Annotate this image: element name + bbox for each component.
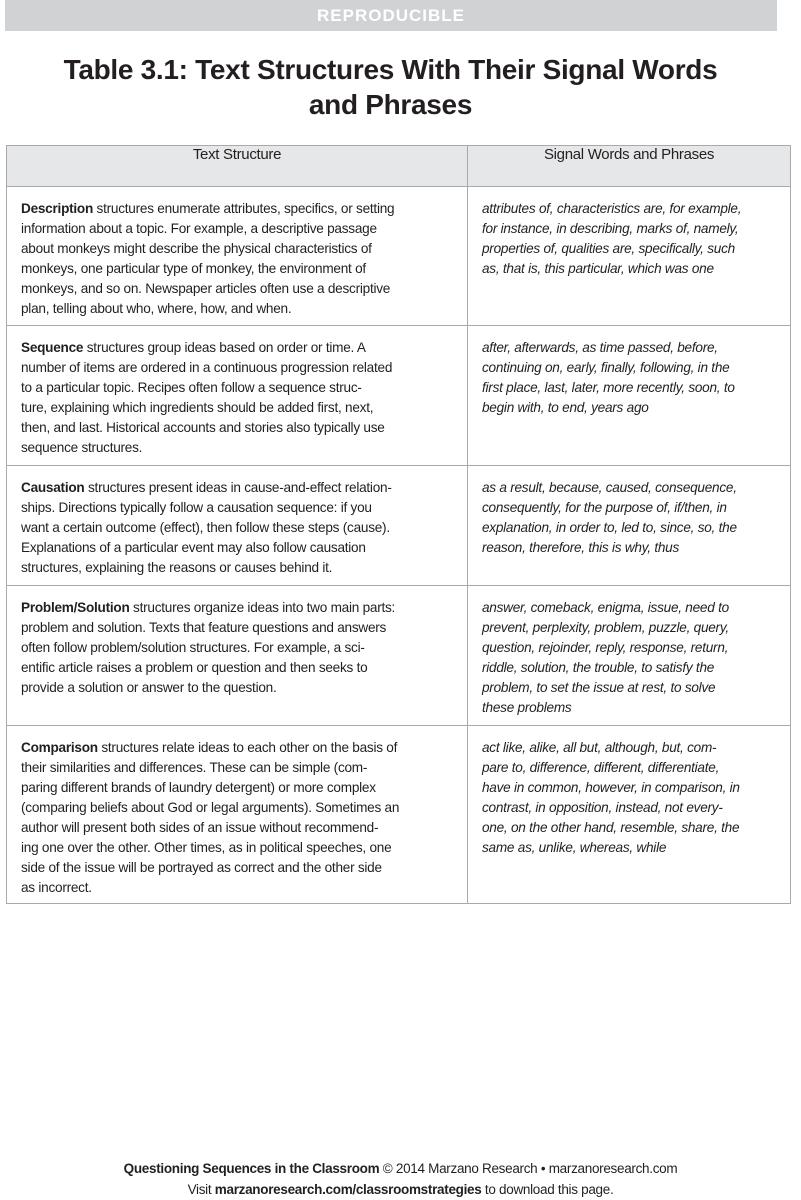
structure-line	[21, 638, 453, 658]
structure-name: Comparison	[21, 740, 98, 755]
structure-cell	[7, 726, 468, 904]
structure-line	[21, 798, 453, 818]
signal-words-line: consequently, for the purpose of, if/then, in	[482, 500, 727, 515]
structure-text: structures enumerate attributes, specifics, or setting	[93, 201, 395, 216]
structure-line	[21, 518, 453, 538]
signal-words-line: for instance, in describing, marks of, namely,	[482, 221, 739, 236]
signal-words-line: continuing on, early, finally, following, in the	[482, 360, 730, 375]
table-row	[7, 326, 791, 466]
download-text: to download this page.	[481, 1182, 614, 1197]
structure-line	[21, 858, 453, 878]
structure-line	[21, 219, 453, 239]
structure-name: Problem/Solution	[21, 600, 130, 615]
structure-line	[21, 279, 453, 299]
structure-line	[21, 838, 453, 858]
signal-words-line: pare to, difference, different, differentiate,	[482, 760, 720, 775]
structure-line	[21, 598, 453, 618]
structure-line	[21, 239, 453, 259]
table-row	[7, 586, 791, 726]
structure-text: want a certain outcome (effect), then follow these steps (cause).	[21, 520, 390, 535]
structure-text: sequence structures.	[21, 440, 143, 455]
structure-line	[21, 259, 453, 279]
download-link[interactable]: marzanoresearch.com/classroomstrategies	[214, 1182, 482, 1197]
structure-cell	[7, 466, 468, 586]
signal-words-line: attributes of, characteristics are, for example,	[482, 201, 742, 216]
structure-line	[21, 558, 453, 578]
structure-text: author will present both sides of an issue without recommend-	[21, 820, 379, 835]
title-line-1: Table 3.1: Text Structures With Their Signal Words	[63, 54, 718, 85]
structure-text: side of the issue will be portrayed as correct and the other side	[21, 860, 382, 875]
signal-words-line: contrast, in opposition, instead, not every-	[482, 800, 723, 815]
signal-words-line: first place, last, later, more recently, soon, to	[482, 380, 735, 395]
structure-line	[21, 199, 453, 219]
header-text-structure: Text Structure	[7, 146, 468, 187]
visit-text: Visit	[187, 1182, 215, 1197]
structure-line	[21, 538, 453, 558]
structure-text: their similarities and differences. These can be simple (com-	[21, 760, 368, 775]
signal-words-line: explanation, in order to, led to, since, so, the	[482, 520, 737, 535]
structure-text: entific article raises a problem or question and then seeks to	[21, 660, 368, 675]
structure-text: plan, telling about who, where, how, and when.	[21, 301, 292, 316]
table-header-row	[7, 146, 791, 187]
signal-words-cell	[468, 726, 791, 904]
signal-words-line: have in common, however, in comparison, in	[482, 780, 740, 795]
signal-words-line: as a result, because, caused, consequence,	[482, 480, 737, 495]
structure-name: Sequence	[21, 340, 84, 355]
signal-words-cell	[468, 187, 791, 326]
header-signal-words: Signal Words and Phrases	[468, 146, 791, 187]
table-row	[7, 466, 791, 586]
structure-text: information about a topic. For example, a descriptive passage	[21, 221, 377, 236]
page-title	[0, 52, 781, 122]
structure-line	[21, 299, 453, 319]
structure-cell	[7, 586, 468, 726]
structure-line	[21, 758, 453, 778]
signal-words-cell	[468, 326, 791, 466]
text-structures-table	[6, 145, 791, 904]
signal-words-line: prevent, perplexity, problem, puzzle, query,	[482, 620, 729, 635]
structure-text: (comparing beliefs about God or legal arguments). Sometimes an	[21, 800, 400, 815]
title-line-2: and Phrases	[308, 89, 473, 120]
signal-words-line: properties of, qualities are, specifically, such	[482, 241, 735, 256]
structure-line	[21, 778, 453, 798]
signal-words-line: begin with, to end, years ago	[482, 400, 649, 415]
structure-line	[21, 478, 453, 498]
structure-line	[21, 878, 453, 898]
footer-line-2	[0, 1179, 801, 1200]
structure-text: structures group ideas based on order or time. A	[83, 340, 366, 355]
book-title: Questioning Sequences in the Classroom	[123, 1161, 380, 1176]
signal-words-line: these problems	[482, 700, 572, 715]
signal-words-cell	[468, 466, 791, 586]
structure-line	[21, 398, 453, 418]
structure-text: to a particular topic. Recipes often follow a sequence struc-	[21, 380, 362, 395]
structure-text: monkeys, one particular type of monkey, the environment of	[21, 261, 366, 276]
structure-text: Explanations of a particular event may also follow causation	[21, 540, 366, 555]
signal-words-line: riddle, solution, the trouble, to satisfy the	[482, 660, 715, 675]
signal-words-line: act like, alike, all but, although, but, com-	[482, 740, 717, 755]
structure-text: ture, explaining which ingredients should be added first, next,	[21, 400, 374, 415]
footer-line-1	[0, 1158, 801, 1179]
structure-text: number of items are ordered in a continuous progression related	[21, 360, 393, 375]
structure-line	[21, 358, 453, 378]
structure-text: paring different brands of laundry detergent) or more complex	[21, 780, 376, 795]
structure-line	[21, 658, 453, 678]
table-row	[7, 726, 791, 904]
table-row	[7, 187, 791, 326]
page-footer	[0, 1158, 801, 1200]
signal-words-line: as, that is, this particular, which was one	[482, 261, 714, 276]
structure-line	[21, 418, 453, 438]
signal-words-line: reason, therefore, this is why, thus	[482, 540, 680, 555]
signal-words-line: after, afterwards, as time passed, before,	[482, 340, 718, 355]
structure-line	[21, 678, 453, 698]
signal-words-line: one, on the other hand, resemble, share, the	[482, 820, 740, 835]
structure-text: about monkeys might describe the physical characteristics of	[21, 241, 372, 256]
signal-words-line: question, rejoinder, reply, response, return,	[482, 640, 729, 655]
structure-cell	[7, 326, 468, 466]
structure-text: structures relate ideas to each other on the basis of	[97, 740, 398, 755]
structure-line	[21, 498, 453, 518]
structure-text: provide a solution or answer to the question.	[21, 680, 277, 695]
structure-text: ships. Directions typically follow a causation sequence: if you	[21, 500, 372, 515]
structure-text: as incorrect.	[21, 880, 92, 895]
structure-name: Description	[21, 201, 94, 216]
reproducible-banner: REPRODUCIBLE	[5, 0, 777, 31]
structure-line	[21, 438, 453, 458]
structure-line	[21, 818, 453, 838]
copyright: © 2014 Marzano Research • marzanoresearch.com	[379, 1161, 678, 1176]
structure-text: monkeys, and so on. Newspaper articles often use a descriptive	[21, 281, 391, 296]
structure-text: structures present ideas in cause-and-effect relation-	[84, 480, 392, 495]
structure-text: often follow problem/solution structures. For example, a sci-	[21, 640, 365, 655]
structure-name: Causation	[21, 480, 85, 495]
structure-text: then, and last. Historical accounts and stories also typically use	[21, 420, 385, 435]
structure-text: problem and solution. Texts that feature questions and answers	[21, 620, 387, 635]
structure-text: structures organize ideas into two main parts:	[129, 600, 396, 615]
structure-line	[21, 618, 453, 638]
signal-words-line: answer, comeback, enigma, issue, need to	[482, 600, 729, 615]
structure-text: structures, explaining the reasons or causes behind it.	[21, 560, 333, 575]
structure-line	[21, 338, 453, 358]
signal-words-line: problem, to set the issue at rest, to solve	[482, 680, 716, 695]
structure-cell	[7, 187, 468, 326]
structure-text: ing one over the other. Other times, as in political speeches, one	[21, 840, 392, 855]
structure-line	[21, 378, 453, 398]
signal-words-cell	[468, 586, 791, 726]
structure-line	[21, 738, 453, 758]
signal-words-line: same as, unlike, whereas, while	[482, 840, 667, 855]
